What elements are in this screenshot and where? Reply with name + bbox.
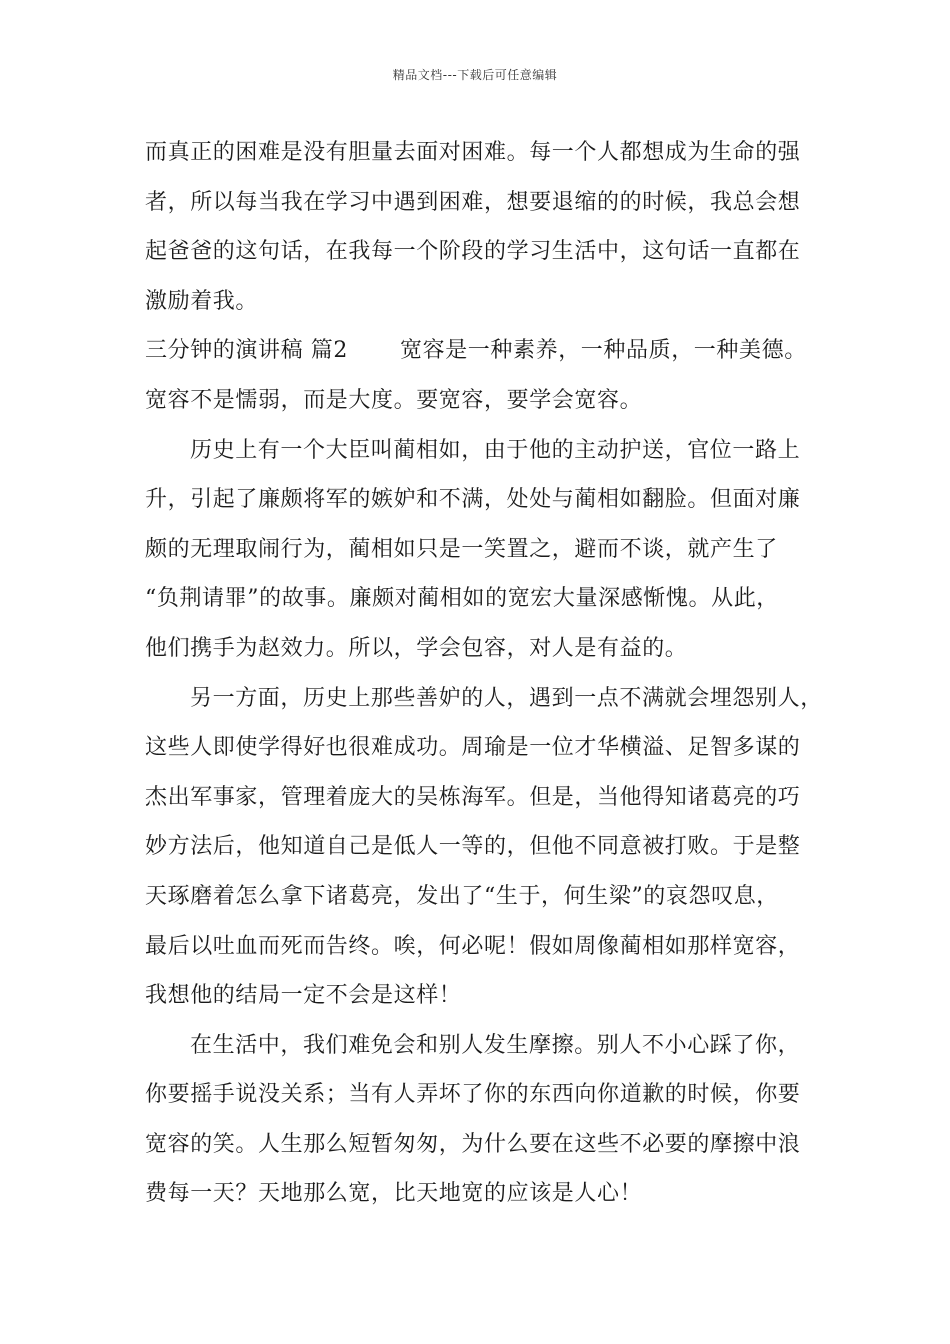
- section-title-line: [145, 326, 825, 376]
- paragraph-line: 宽容不是懦弱，而是大度。要宽容，要学会宽容。: [145, 387, 643, 413]
- paragraph-line: 杰出军事家，管理着庞大的吴栋海军。但是，当他得知诸葛亮的巧: [145, 784, 801, 810]
- paragraph-line: 另一方面，历史上那些善妒的人，遇到一点不满就会埋怨别人，: [190, 685, 823, 711]
- paragraph-line: 宽容的笑。人生那么短暂匆匆，为什么要在这些不必要的摩擦中浪: [145, 1131, 801, 1157]
- paragraph-line: 我想他的结局一定不会是这样！: [145, 983, 462, 1009]
- paragraph-line: 天琢磨着怎么拿下诸葛亮，发出了“生于，何生梁”的哀怨叹息，: [145, 883, 779, 909]
- paragraph-line: 他们携手为赵效力。所以，学会包容，对人是有益的。: [145, 635, 688, 661]
- paragraph-line: 起爸爸的这句话，在我每一个阶段的学习生活中，这句话一直都在: [145, 239, 801, 265]
- page-header: 精品文档---下载后可任意编辑: [392, 68, 558, 82]
- paragraph-line: 颇的无理取闹行为，蔺相如只是一笑置之，避而不谈，就产生了: [145, 536, 778, 562]
- paragraph-line: 历史上有一个大臣叫蔺相如，由于他的主动护送，官位一路上: [190, 437, 801, 463]
- paragraph-line: 升，引起了廉颇将军的嫉妒和不满，处处与蔺相如翻脸。但面对廉: [145, 487, 801, 513]
- paragraph-line: 宽容是一种素养，一种品质，一种美德。: [400, 338, 807, 364]
- paragraph-line: 者，所以每当我在学习中遇到困难，想要退缩的的时候，我总会想: [145, 189, 801, 215]
- section-title: 三分钟的演讲稿 篇2: [145, 338, 348, 364]
- paragraph-line: “负荆请罪”的故事。廉颇对蔺相如的宽宏大量深感惭愧。从此，: [145, 586, 779, 612]
- document-body: [145, 128, 825, 1219]
- paragraph-line: 在生活中，我们难免会和别人发生摩擦。别人不小心踩了你，: [190, 1032, 801, 1058]
- paragraph-line: 这些人即使学得好也很难成功。周瑜是一位才华横溢、足智多谋的: [145, 735, 801, 761]
- paragraph-line: 最后以吐血而死而告终。唉，何必呢！假如周像蔺相如那样宽容，: [145, 933, 801, 959]
- paragraph-line: 而真正的困难是没有胆量去面对困难。每一个人都想成为生命的强: [145, 140, 801, 165]
- paragraph-line: 费每一天？天地那么宽，比天地宽的应该是人心！: [145, 1181, 643, 1207]
- paragraph-line: 激励着我。: [145, 288, 259, 314]
- paragraph-line: 你要摇手说没关系；当有人弄坏了你的东西向你道歉的时候，你要: [145, 1082, 801, 1108]
- paragraph-line: 妙方法后，他知道自己是低人一等的，但他不同意被打败。于是整: [145, 834, 801, 860]
